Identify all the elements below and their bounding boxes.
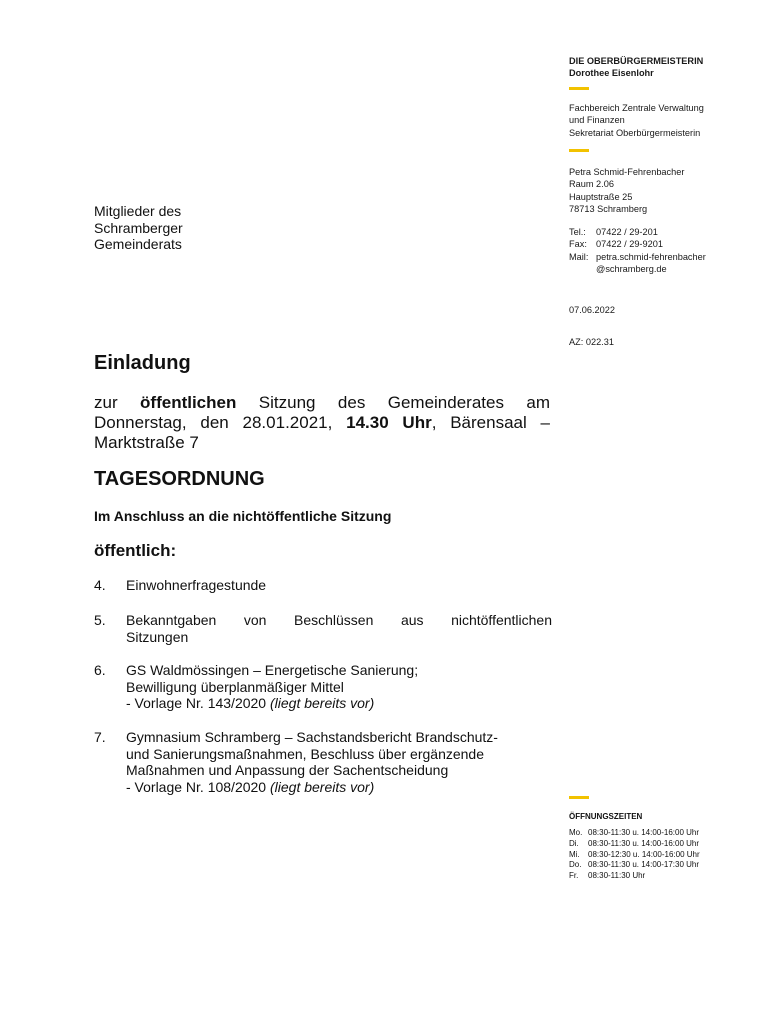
mail-row-cont (569, 263, 764, 275)
agenda-item-line: Bewilligung überplanmäßiger Mittel (126, 678, 344, 695)
fax-row (569, 238, 764, 250)
agenda-item (94, 612, 552, 645)
agenda-item-line: Bekanntgaben von Beschlüssen aus nichtöffentlichen (126, 612, 552, 628)
reference-note: (liegt bereits vor) (270, 778, 375, 795)
hours-time: 08:30-11:30 Uhr (588, 871, 646, 881)
intro-text: zur (94, 393, 141, 412)
hours-day: Mi. (569, 849, 580, 859)
recipient-line: Gemeinderats (94, 236, 182, 252)
agenda-title: TAGESORDNUNG (94, 468, 265, 490)
hours-day: Di. (569, 838, 579, 848)
mail-domain: @schramberg.de (596, 263, 667, 274)
intro-text: Sitzung des Gemeinderates am Donnerstag, den 28.01.2021, (94, 393, 550, 432)
department-line: Sekretariat Oberbürgermeisterin (569, 127, 701, 138)
hours-day: Do. (569, 860, 582, 870)
mayor-name: Dorothee Eisenlohr (569, 68, 654, 79)
recipient-line: Schramberger (94, 219, 183, 236)
accent-rule (569, 149, 589, 152)
office-title: DIE OBERBÜRGERMEISTERIN (569, 56, 704, 66)
date-value: 07.06.2022 (569, 305, 615, 315)
fax-label: Fax: (569, 239, 587, 250)
agenda-section: öffentlich: (94, 541, 177, 560)
agenda-item-number: 6. (94, 662, 106, 678)
accent-rule (569, 796, 589, 799)
room: Raum 2.06 (569, 179, 614, 190)
agenda-item-number: 4. (94, 577, 106, 593)
recipient-block (94, 203, 183, 253)
agenda-item (94, 662, 552, 712)
department-line: Fachbereich Zentrale Verwaltung (569, 103, 704, 113)
contact-name: Petra Schmid-Fehrenbacher (569, 167, 685, 177)
agenda-item-line: Gymnasium Schramberg – Sachstandsbericht Brandschutz- (126, 729, 498, 745)
opening-hours-table (569, 828, 700, 882)
agenda-item-number: 5. (94, 612, 106, 628)
agenda-item (94, 729, 552, 795)
agenda-item-reference (126, 695, 552, 712)
office-header (569, 55, 764, 80)
hours-day: Mo. (569, 828, 583, 837)
agenda-item-line: Einwohnerfragestunde (126, 577, 267, 593)
agenda-item-reference (126, 779, 552, 796)
department-line: und Finanzen (569, 115, 625, 126)
reference-text: - Vorlage Nr. 143/2020 (126, 695, 270, 711)
mail-row (569, 251, 764, 263)
phone-label: Tel.: (569, 227, 586, 237)
agenda-item-line: Maßnahmen und Anpassung der Sachentscheidung (126, 762, 449, 778)
department-block (569, 102, 764, 139)
invitation-text (94, 393, 550, 453)
reference-value: AZ: 022.31 (569, 337, 614, 347)
hours-row (569, 860, 700, 871)
phone-value: 07422 / 29-201 (596, 227, 658, 237)
mail-label-empty (569, 263, 596, 275)
hours-time: 08:30-11:30 u. 14:00-17:30 Uhr (588, 860, 700, 870)
agenda-subtitle: Im Anschluss an die nichtöffentliche Sitzung (94, 508, 392, 524)
hours-row (569, 839, 700, 850)
mail-label: Mail: (569, 251, 589, 262)
agenda-item-line: Sitzungen (126, 628, 189, 645)
reference-note: (liegt bereits vor) (270, 695, 375, 711)
intro-text: , Bärensaal – Marktstraße 7 (94, 413, 550, 452)
hours-row (569, 850, 700, 861)
hours-day: Fr. (569, 871, 579, 881)
accent-rule (569, 87, 589, 90)
opening-hours-title: ÖFFNUNGSZEITEN (569, 812, 643, 821)
reference-text: - Vorlage Nr. 108/2020 (126, 778, 270, 795)
hours-row (569, 871, 700, 882)
street: Hauptstraße 25 (569, 191, 633, 202)
agenda-item (94, 577, 552, 594)
hours-row (569, 828, 700, 839)
intro-bold-time: 14.30 Uhr (346, 413, 432, 432)
contact-block (569, 226, 764, 275)
city: 78713 Schramberg (569, 203, 648, 214)
recipient-line: Mitglieder des (94, 203, 182, 219)
agenda-item-number: 7. (94, 729, 106, 745)
mail-value: petra.schmid-fehrenbacher (596, 251, 706, 262)
invitation-title: Einladung (94, 352, 191, 374)
reference-number (569, 336, 764, 348)
agenda-item-line: und Sanierungsmaßnahmen, Beschluss über ergänzende (126, 745, 485, 762)
intro-bold-public: öffentlichen (140, 393, 237, 412)
agenda-item-line: GS Waldmössingen – Energetische Sanierung; (126, 662, 419, 678)
hours-time: 08:30-11:30 u. 14:00-16:00 Uhr (588, 828, 700, 837)
letter-date (569, 304, 764, 316)
hours-time: 08:30-11:30 u. 14:00-16:00 Uhr (588, 838, 700, 848)
phone-row (569, 226, 764, 238)
fax-value: 07422 / 29-9201 (596, 239, 663, 250)
address-block (569, 166, 764, 215)
hours-time: 08:30-12:30 u. 14:00-16:00 Uhr (588, 849, 700, 859)
